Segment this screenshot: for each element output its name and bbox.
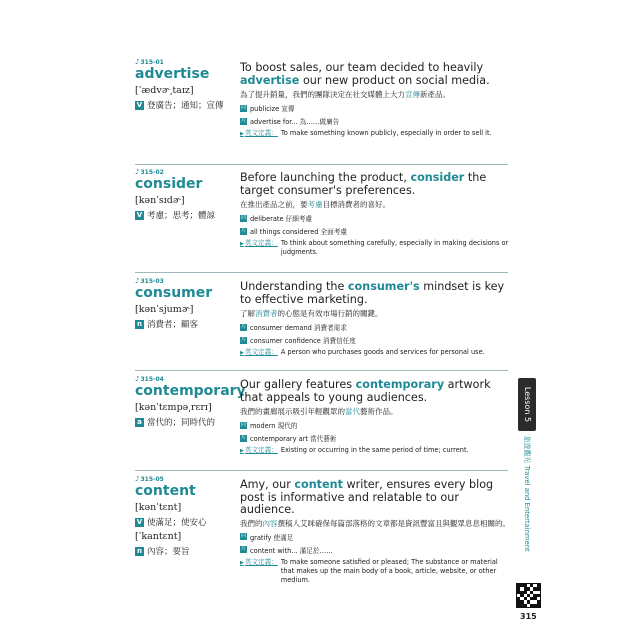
pos-meaning: 當代的；同時代的: [147, 418, 216, 428]
phrase-badge: 片: [240, 117, 246, 124]
entry-word-block: [135, 277, 235, 330]
lesson-tab: [518, 378, 536, 431]
pos-badge: V: [136, 517, 143, 526]
english-definition: ▶英文定義： A person who purchases goods and services for personal use.: [240, 348, 485, 356]
lesson-label: Lesson 5: [523, 386, 532, 423]
synonym-line: 同 gratify 使滿足: [240, 533, 294, 542]
entry-divider: [135, 272, 508, 273]
qr-code-icon: [516, 583, 541, 608]
example-translation: 我們的畫廊展示吸引年輕觀眾的當代藝術作品。: [240, 407, 398, 416]
music-note-icon: ♪: [135, 375, 140, 383]
entry-word-block: [135, 168, 235, 221]
english-definition: ▶英文定義： To make someone satisfied or pleased; The substance or material that makes up the main body of a book, article, website, or other medium.: [240, 557, 498, 584]
phrase-line: 片 content with... 滿足於……: [240, 546, 333, 555]
phrase-badge: 片: [240, 336, 246, 343]
phrase-line: 片 advertise for... 為……做廣告: [240, 117, 340, 126]
phrase-line: 片 contemporary art 當代藝術: [240, 434, 337, 443]
english-definition: ▶英文定義： To make something known publicly, especially in order to sell it.: [240, 129, 492, 137]
example-translation: 我們的內容撰稿人艾咪確保每篇部落格的文章都是資訊豐富且與觀眾息息相關的。: [240, 518, 510, 528]
synonym-line: 同 deliberate 仔細考慮: [240, 214, 313, 223]
phonetic: [kənˈtɛnt]: [135, 502, 182, 513]
headword: contemporary: [135, 383, 246, 399]
headword: content: [135, 483, 196, 499]
phonetic: [kənˈtɛmpə͵rɛrɪ]: [135, 402, 212, 413]
synonym-badge: 同: [240, 104, 246, 111]
entry-example-block: [240, 479, 510, 585]
music-note-icon: ♪: [135, 168, 140, 176]
audio-track-label: ♪ 315-01: [135, 58, 164, 66]
phrase-line: 片 all things considered 全面考慮: [240, 227, 347, 236]
phonetic: [kənˈsjumɚ]: [135, 304, 194, 315]
part-of-speech: [135, 416, 235, 428]
entry-divider: [135, 470, 508, 471]
triangle-icon: ▶: [240, 131, 244, 137]
page-number: 315: [520, 612, 537, 621]
part-of-speech: [135, 318, 235, 330]
phrase-badge: 片: [240, 323, 246, 330]
phrase-line: 片 consumer confidence 消費信任度: [240, 336, 356, 345]
example-sentence: Before launching the product, consider the target consumer's preferences.: [240, 171, 487, 197]
audio-track-label: ♪ 315-03: [135, 277, 164, 285]
phrase-badge: 片: [240, 434, 246, 441]
example-sentence: To boost sales, our team decided to heavily advertise our new product on social media.: [240, 61, 490, 87]
chapter-topic: 旅遊觀光 Travel and Entertainment: [523, 436, 531, 552]
triangle-icon: ▶: [240, 559, 244, 566]
synonym-line: 同 modern 現代的: [240, 421, 298, 430]
entry-example-block: [240, 62, 510, 139]
phrase-line: 片 consumer demand 消費者需求: [240, 323, 347, 332]
triangle-icon: ▶: [240, 241, 244, 247]
pos-meaning: 使滿足；使安心: [147, 518, 207, 528]
example-sentence: Understanding the consumer's mindset is key to effective marketing.: [240, 280, 505, 306]
english-definition: ▶英文定義： Existing or occurring in the same period of time; current.: [240, 446, 469, 454]
pos-meaning: 消費者；顧客: [147, 320, 199, 330]
example-translation: 為了提升銷量，我們的團隊決定在社交媒體上大力宣傳新產品。: [240, 90, 450, 99]
pos-badge: a: [135, 418, 144, 427]
example-translation: 在推出產品之前，要考慮目標消費者的喜好。: [240, 200, 390, 209]
audio-track-label: ♪ 315-05: [135, 475, 164, 483]
entry-example-block: [240, 172, 510, 257]
synonym-badge: 同: [240, 421, 246, 428]
entry-word-block: [135, 58, 235, 111]
phrase-badge: 片: [240, 546, 246, 552]
part-of-speech: [135, 516, 235, 528]
pos-meaning: 內容；要旨: [147, 547, 190, 557]
example-sentence: Our gallery features contemporary artwork that appeals to young audiences.: [240, 378, 491, 404]
entry-divider: [135, 370, 508, 371]
phonetic: [kənˈsɪdɚ]: [135, 195, 185, 206]
entry-word-block: [135, 375, 246, 428]
example-translation: 了解消費者的心態是有效市場行銷的關鍵。: [240, 309, 383, 318]
headword: advertise: [135, 66, 210, 82]
part-of-speech: [135, 209, 235, 221]
pos-badge: V: [136, 100, 143, 109]
music-note-icon: ♪: [135, 475, 140, 483]
part-of-speech-alt: [135, 545, 235, 557]
phonetic: [ˈædvɚ͵taɪz]: [135, 85, 194, 96]
entry-divider: [135, 164, 508, 165]
phonetic-alt: [ˈkantɛnt]: [135, 531, 182, 542]
music-note-icon: ♪: [135, 58, 140, 66]
pos-badge: n: [135, 320, 144, 329]
music-note-icon: ♪: [135, 277, 140, 285]
headword: consider: [135, 176, 203, 192]
pos-badge: n: [135, 547, 144, 556]
audio-track-label: ♪ 315-02: [135, 168, 164, 176]
english-definition: ▶英文定義： To think about something carefully, especially in making decisions or judgments.: [240, 239, 509, 256]
triangle-icon: ▶: [240, 448, 244, 454]
entry-example-block: [240, 379, 510, 456]
audio-track-label: ♪ 315-04: [135, 375, 164, 383]
entry-word-block: [135, 475, 235, 557]
pos-badge: V: [136, 210, 143, 219]
entry-example-block: [240, 281, 510, 358]
pos-meaning: 登廣告；通知；宣傳: [147, 101, 224, 111]
synonym-badge: 同: [240, 533, 246, 539]
phrase-badge: 片: [240, 227, 246, 234]
synonym-line: 同 publicize 宣傳: [240, 104, 295, 113]
example-sentence: Amy, our content writer, ensures every blog post is informative and relatable to our audience.: [240, 478, 494, 516]
headword: consumer: [135, 285, 213, 301]
pos-meaning: 考慮；思考；體諒: [147, 211, 216, 221]
triangle-icon: ▶: [240, 350, 244, 356]
part-of-speech: [135, 99, 235, 111]
synonym-badge: 同: [240, 214, 246, 221]
